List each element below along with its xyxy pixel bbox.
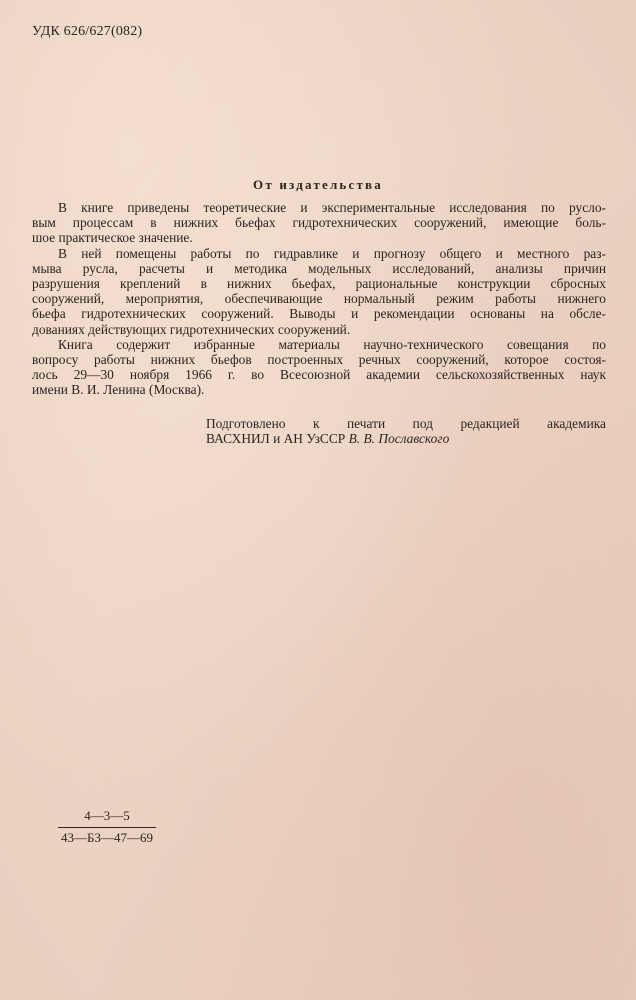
code-denominator: 43—БЗ—47—69 (61, 830, 153, 845)
text-line: вопросу работы нижних бьефов построенных речных сооружений, которое состоя- (32, 352, 606, 368)
editor-name: В. В. Пославского (348, 431, 450, 447)
editor-note (206, 416, 606, 446)
text-line: В книге приведены теоретические и экспериментальные исследования по русло- (58, 200, 606, 215)
editor-affiliation: ВАСХНИЛ и АН УзССР (206, 431, 349, 447)
text-line: имени В. И. Ленина (Москва). (32, 382, 205, 398)
text-line: сооружений, мероприятия, обеспечивающие нормальный режим работы нижнего (32, 291, 606, 307)
section-heading: От издательства (253, 177, 383, 192)
annotation-body (32, 200, 606, 398)
text-line: В ней помещены работы по гидравлике и прогнозу общего и местного раз- (58, 245, 606, 261)
editor-note-line (206, 431, 606, 446)
text-line: вым процессам в нижних бьефах гидротехнических сооружений, имеющие боль- (32, 215, 606, 231)
publication-code (58, 808, 156, 846)
fraction-rule (58, 827, 156, 828)
text-line: мыва русла, расчеты и методика модельных исследований, анализы причин (32, 260, 606, 276)
text-line: разрушения креплений в нижних бьефах, рациональные конструкции сбросных (32, 276, 606, 292)
code-numerator: 4—3—5 (84, 808, 130, 823)
udk-code: УДК 626/627(082) (32, 24, 143, 39)
text-line: дованиях действующих гидротехнических сооружений. (32, 321, 351, 337)
editor-note-line: Подготовлено к печати под редакцией академика (206, 416, 606, 431)
text-line: бьефа гидротехнических сооружений. Выводы и рекомендации основаны на обсле- (32, 306, 606, 322)
text-line: лось 29—30 ноября 1966 г. во Всесоюзной академии сельскохозяйственных наук (32, 367, 606, 383)
text-line: шое практическое значение. (32, 230, 193, 246)
text-line: Книга содержит избранные материалы научно-технического совещания по (58, 336, 606, 352)
